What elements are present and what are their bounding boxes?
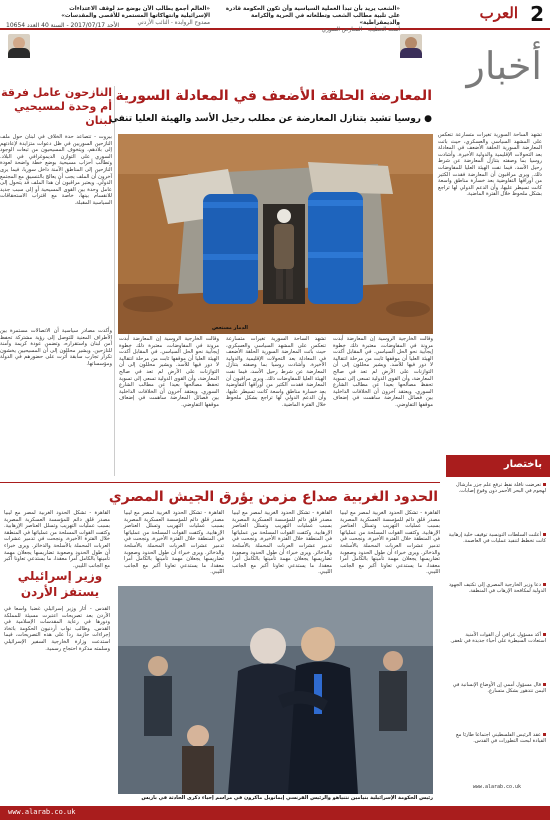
brief-item	[448, 682, 546, 695]
brief-text: قال مسؤول أممي إن الأوضاع الإنسانية في اليمن تتدهور بشكل متسارع.	[452, 682, 546, 695]
main-body-right-text: تشهد الساحة السورية تغيرات متسارعة تنعكس على المشهد السياسي والعسكري، حيث باتت المعارضة السورية الحلقة الأضعف في المعادلة بعد التحولات الإقليمية والدولية الأخيرة. وأشادت روسيا بما وصفته بتنازل المعارضة عن شرط رحيل الأسد، فيما نفت الهيئة العليا للمفاوضات ذلك. ويرى مراقبون أن المعارضة فقدت الكثير من أوراقها التفاوضية بعد خسارة مناطق واسعة كانت تسيطر عليها، وأن الدعم الدولي لها تراجع بشكل ملحوظ خلال الفترة الماضية.	[438, 132, 542, 198]
brief-item	[448, 732, 546, 745]
third-headline: وزير إسرائيلي يستفز الأردن	[17, 569, 103, 599]
second-body-col-3: القاهرة - تشكل الحدود الغربية لمصر مع ليبيا مصدر قلق دائم للمؤسسة العسكرية المصرية بسبب عمليات التهريب وتسلل العناصر الإرهابية. وكثفت القوات المسلحة من عملياتها في المنطقة خلال الفترة الأخيرة، ونجحت في تدمير عشرات العربات المحملة بالأسلحة والذخائر. ويرى خبراء أن طول الحدود وصعوبة تضاريسها يجعلان مهمة تأمينها بالكامل أمرا معقدا، ما يستدعي تعاونا أكبر مع الجانب الليبي.	[124, 510, 224, 576]
left-column-story	[0, 86, 112, 506]
second-photo-illustration	[118, 586, 433, 794]
brief-item	[448, 532, 546, 545]
main-body-col-2: تشهد الساحة السورية تغيرات متسارعة تنعكس على المشهد السياسي والعسكري، حيث باتت المعارضة السورية الحلقة الأضعف في المعادلة بعد التحولات الإقليمية والدولية الأخيرة. وأشادت روسيا بما وصفته بتنازل المعارضة عن شرط رحيل الأسد، فيما نفت الهيئة العليا للمفاوضات ذلك. ويرى مراقبون أن المعارضة فقدت الكثير من أوراقها التفاوضية بعد خسارة مناطق واسعة كانت تسيطر عليها، وأن الدعم الدولي لها تراجع بشكل ملحوظ خلال الفترة الماضية.	[226, 336, 326, 408]
section-title: أخبار	[466, 44, 542, 88]
left-column-body: بيروت - تتصاعد حدة الخلاف في لبنان حول ملف النازحين السوريين في ظل دعوات متزايدة لإعادتهم إلى بلادهم، ويتخوف المسيحيون من تبعات الوجود السوري على التوازن الديموغرافي في البلاد. وتطالب أحزاب مسيحية بوضع خطة واضحة لعودة النازحين إلى المناطق الآمنة داخل سوريا، فيما يرى آخرون أن الملف يجب أن يعالج بالتنسيق مع المجتمع الدولي. ويعتبر مراقبون أن هذا الملف قد يتحول إلى عامل وحدة بين القوى المسيحية أو إلى سبب جديد للانقسام بينها، خاصة مع اقتراب الاستحقاقات السياسية المقبلة.	[0, 134, 112, 206]
main-body-columns	[118, 336, 433, 471]
second-body-col-2: القاهرة - تشكل الحدود الغربية لمصر مع ليبيا مصدر قلق دائم للمؤسسة العسكرية المصرية بسبب عمليات التهريب وتسلل العناصر الإرهابية. وكثفت القوات المسلحة من عملياتها في المنطقة خلال الفترة الأخيرة، ونجحت في تدمير عشرات العربات المحملة بالأسلحة والذخائر. ويرى خبراء أن طول الحدود وصعوبة تضاريسها يجعلان مهمة تأمينها بالكامل أمرا معقدا، ما يستدعي تعاونا أكبر مع الجانب الليبي.	[232, 510, 332, 576]
section-rule	[0, 482, 440, 483]
briefs-title: باختصار	[503, 459, 542, 470]
brief-text: أكد مسؤول عراقي أن القوات الأمنية استعادت السيطرة على أحياء جديدة في تلعفر.	[450, 632, 546, 645]
quote-right-text: «الشعب يريد بأن تبدأ العملية السياسية وأن تكون الحكومة قادرة على تلبية مطالب الشعب وتطلعاته في الحرية والكرامة والديمقراطية»	[225, 6, 400, 26]
main-photo-caption: الدمار مستعص	[212, 325, 248, 331]
quote-right	[215, 6, 400, 34]
left-column-body-2: وأكدت مصادر سياسية أن الاتصالات مستمرة بين الأطراف المعنية للتوصل إلى رؤية مشتركة تحفظ أمن لبنان واستقراره، وتضمن عودة كريمة وآمنة للنازحين. ويشير محللون إلى أن المسيحيين يخشون تكرار تجارب سابقة أثرت على حضورهم في الدولة ومؤسساتها.	[0, 328, 112, 367]
brief-item	[448, 582, 546, 595]
brief-text: تعرضت ناقلة نفط ترفع علم جزر مارشال لهجوم في البحر الأحمر دون وقوع إصابات.	[456, 482, 546, 495]
footer-bar	[0, 806, 550, 820]
third-body: القدس - أثار وزير إسرائيلي غضبا واسعا في الأردن بعد تصريحات اعتبرت مسيئة للمملكة ودورها في رعاية المقدسات الإسلامية في القدس. وطالب نواب أردنيون الحكومة باتخاذ إجراءات حازمة ردا على هذه التصريحات، فيما استدعت وزارة الخارجية السفير الإسرائيلي وسلمته مذكرة احتجاج رسمية.	[4, 606, 110, 652]
footer-website[interactable]: www.alarab.co.uk	[8, 808, 76, 816]
brand-logo: العرب	[479, 4, 518, 22]
main-body-col-1: وقالت الخارجية الروسية إن المعارضة أبدت مرونة في المفاوضات، معتبرة ذلك خطوة إيجابية نحو الحل السياسي. في المقابل أكدت الهيئة العليا أن موقفها ثابت من مرحلة انتقالية لا دور فيها للأسد. ويشير محللون إلى أن التوازنات على الأرض لم تعد في صالح المعارضة، وأن القوى الدولية تسعى إلى تسوية تحفظ مصالحها بعيدا عن مطالب الشارع السوري. ويعتقد آخرون أن الخلافات الداخلية بين فصائل المعارضة ساهمت في إضعاف موقفها التفاوضي.	[333, 336, 433, 408]
quote-left	[45, 6, 210, 27]
main-photo	[118, 134, 433, 334]
avatar-left	[8, 34, 30, 58]
main-subheadline-text: روسيا تشيد بتنازل المعارضة عن مطلب رحيل الأسد والهيئة العليا تنفي	[109, 114, 421, 124]
second-photo-caption: رئيس الحكومة الإسرائيلية بنيامين نتنياهو والرئيس الفرنسي إيمانويل ماكرون في مراسم إحياء ذكرى الحادثة في باريس	[141, 795, 433, 801]
left-column-headline: النازحون عامل فرقة أم وحدة لمسيحيي لبنان	[1, 86, 112, 127]
main-headline: المعارضة الحلقة الأضعف في المعادلة السورية	[115, 88, 432, 104]
second-body-col-1: القاهرة - تشكل الحدود الغربية لمصر مع ليبيا مصدر قلق دائم للمؤسسة العسكرية المصرية بسبب عمليات التهريب وتسلل العناصر الإرهابية. وكثفت القوات المسلحة من عملياتها في المنطقة خلال الفترة الأخيرة، ونجحت في تدمير عشرات العربات المحملة بالأسلحة والذخائر. ويرى خبراء أن طول الحدود وصعوبة تضاريسها يجعلان مهمة تأمينها بالكامل أمرا معقدا، ما يستدعي تعاونا أكبر مع الجانب الليبي.	[340, 510, 440, 576]
quote-left-text: «العالم أجمع يطالب الآن بوضع حد لوقف الاعتداءات الإسرائيلية وانتهاكاتها المستمرة للأقصى والمقدسات»	[61, 6, 210, 19]
second-headline: الحدود الغربية صداع مزمن يؤرق الجيش المصري	[108, 489, 438, 505]
brief-item	[448, 632, 546, 645]
second-body-left: القاهرة - تشكل الحدود الغربية لمصر مع ليبيا مصدر قلق دائم للمؤسسة العسكرية المصرية بسبب عمليات التهريب وتسلل العناصر الإرهابية. وكثفت القوات المسلحة من عملياتها في المنطقة خلال الفترة الأخيرة، ونجحت في تدمير عشرات العربات المحملة بالأسلحة والذخائر. ويرى خبراء أن طول الحدود وصعوبة تضاريسها يجعلان مهمة تأمينها بالكامل أمرا معقدا، ما يستدعي تعاونا أكبر مع الجانب الليبي.	[4, 510, 110, 569]
quote-left-author: ممدوح الروابدة - النائب الأردني	[137, 20, 210, 26]
avatar-right	[400, 34, 422, 58]
main-subheadline: ● روسيا تشيد بتنازل المعارضة عن مطلب رحيل الأسد والهيئة العليا تنفي	[109, 114, 432, 124]
brief-text: دعا وزير الخارجية المصري إلى تكثيف الجهود الدولية لمكافحة الإرهاب في المنطقة.	[448, 582, 546, 595]
quote-right-author: أسعد الخطيب - المعارض السوري	[321, 27, 400, 33]
column-divider	[114, 86, 115, 476]
main-body-right	[438, 132, 542, 450]
briefs-header	[446, 455, 550, 477]
dateline: الأحد 2017/07/17 - السنة 40 العدد 10654	[6, 22, 119, 29]
page-number: 2	[530, 2, 544, 26]
main-body-col-3: وقالت الخارجية الروسية إن المعارضة أبدت مرونة في المفاوضات، معتبرة ذلك خطوة إيجابية نحو الحل السياسي. في المقابل أكدت الهيئة العليا أن موقفها ثابت من مرحلة انتقالية لا دور فيها للأسد. ويشير محللون إلى أن التوازنات على الأرض لم تعد في صالح المعارضة، وأن القوى الدولية تسعى إلى تسوية تحفظ مصالحها بعيدا عن مطالب الشارع السوري. ويعتقد آخرون أن الخلافات الداخلية بين فصائل المعارضة ساهمت في إضعاف موقفها التفاوضي.	[119, 336, 219, 408]
briefs-website: www.alarab.co.uk	[472, 784, 522, 790]
brief-item	[448, 482, 546, 495]
second-photo	[118, 586, 433, 794]
brief-text: أعلنت السلطات التونسية توقيف خلية إرهابية كانت تخطط لتنفيذ عمليات في العاصمة.	[448, 532, 546, 545]
main-photo-illustration	[118, 134, 433, 334]
brief-text: عقد الرئيس الفلسطيني اجتماعا طارئا مع القيادة لبحث التطورات في القدس.	[456, 732, 546, 745]
second-body-columns	[118, 510, 440, 580]
